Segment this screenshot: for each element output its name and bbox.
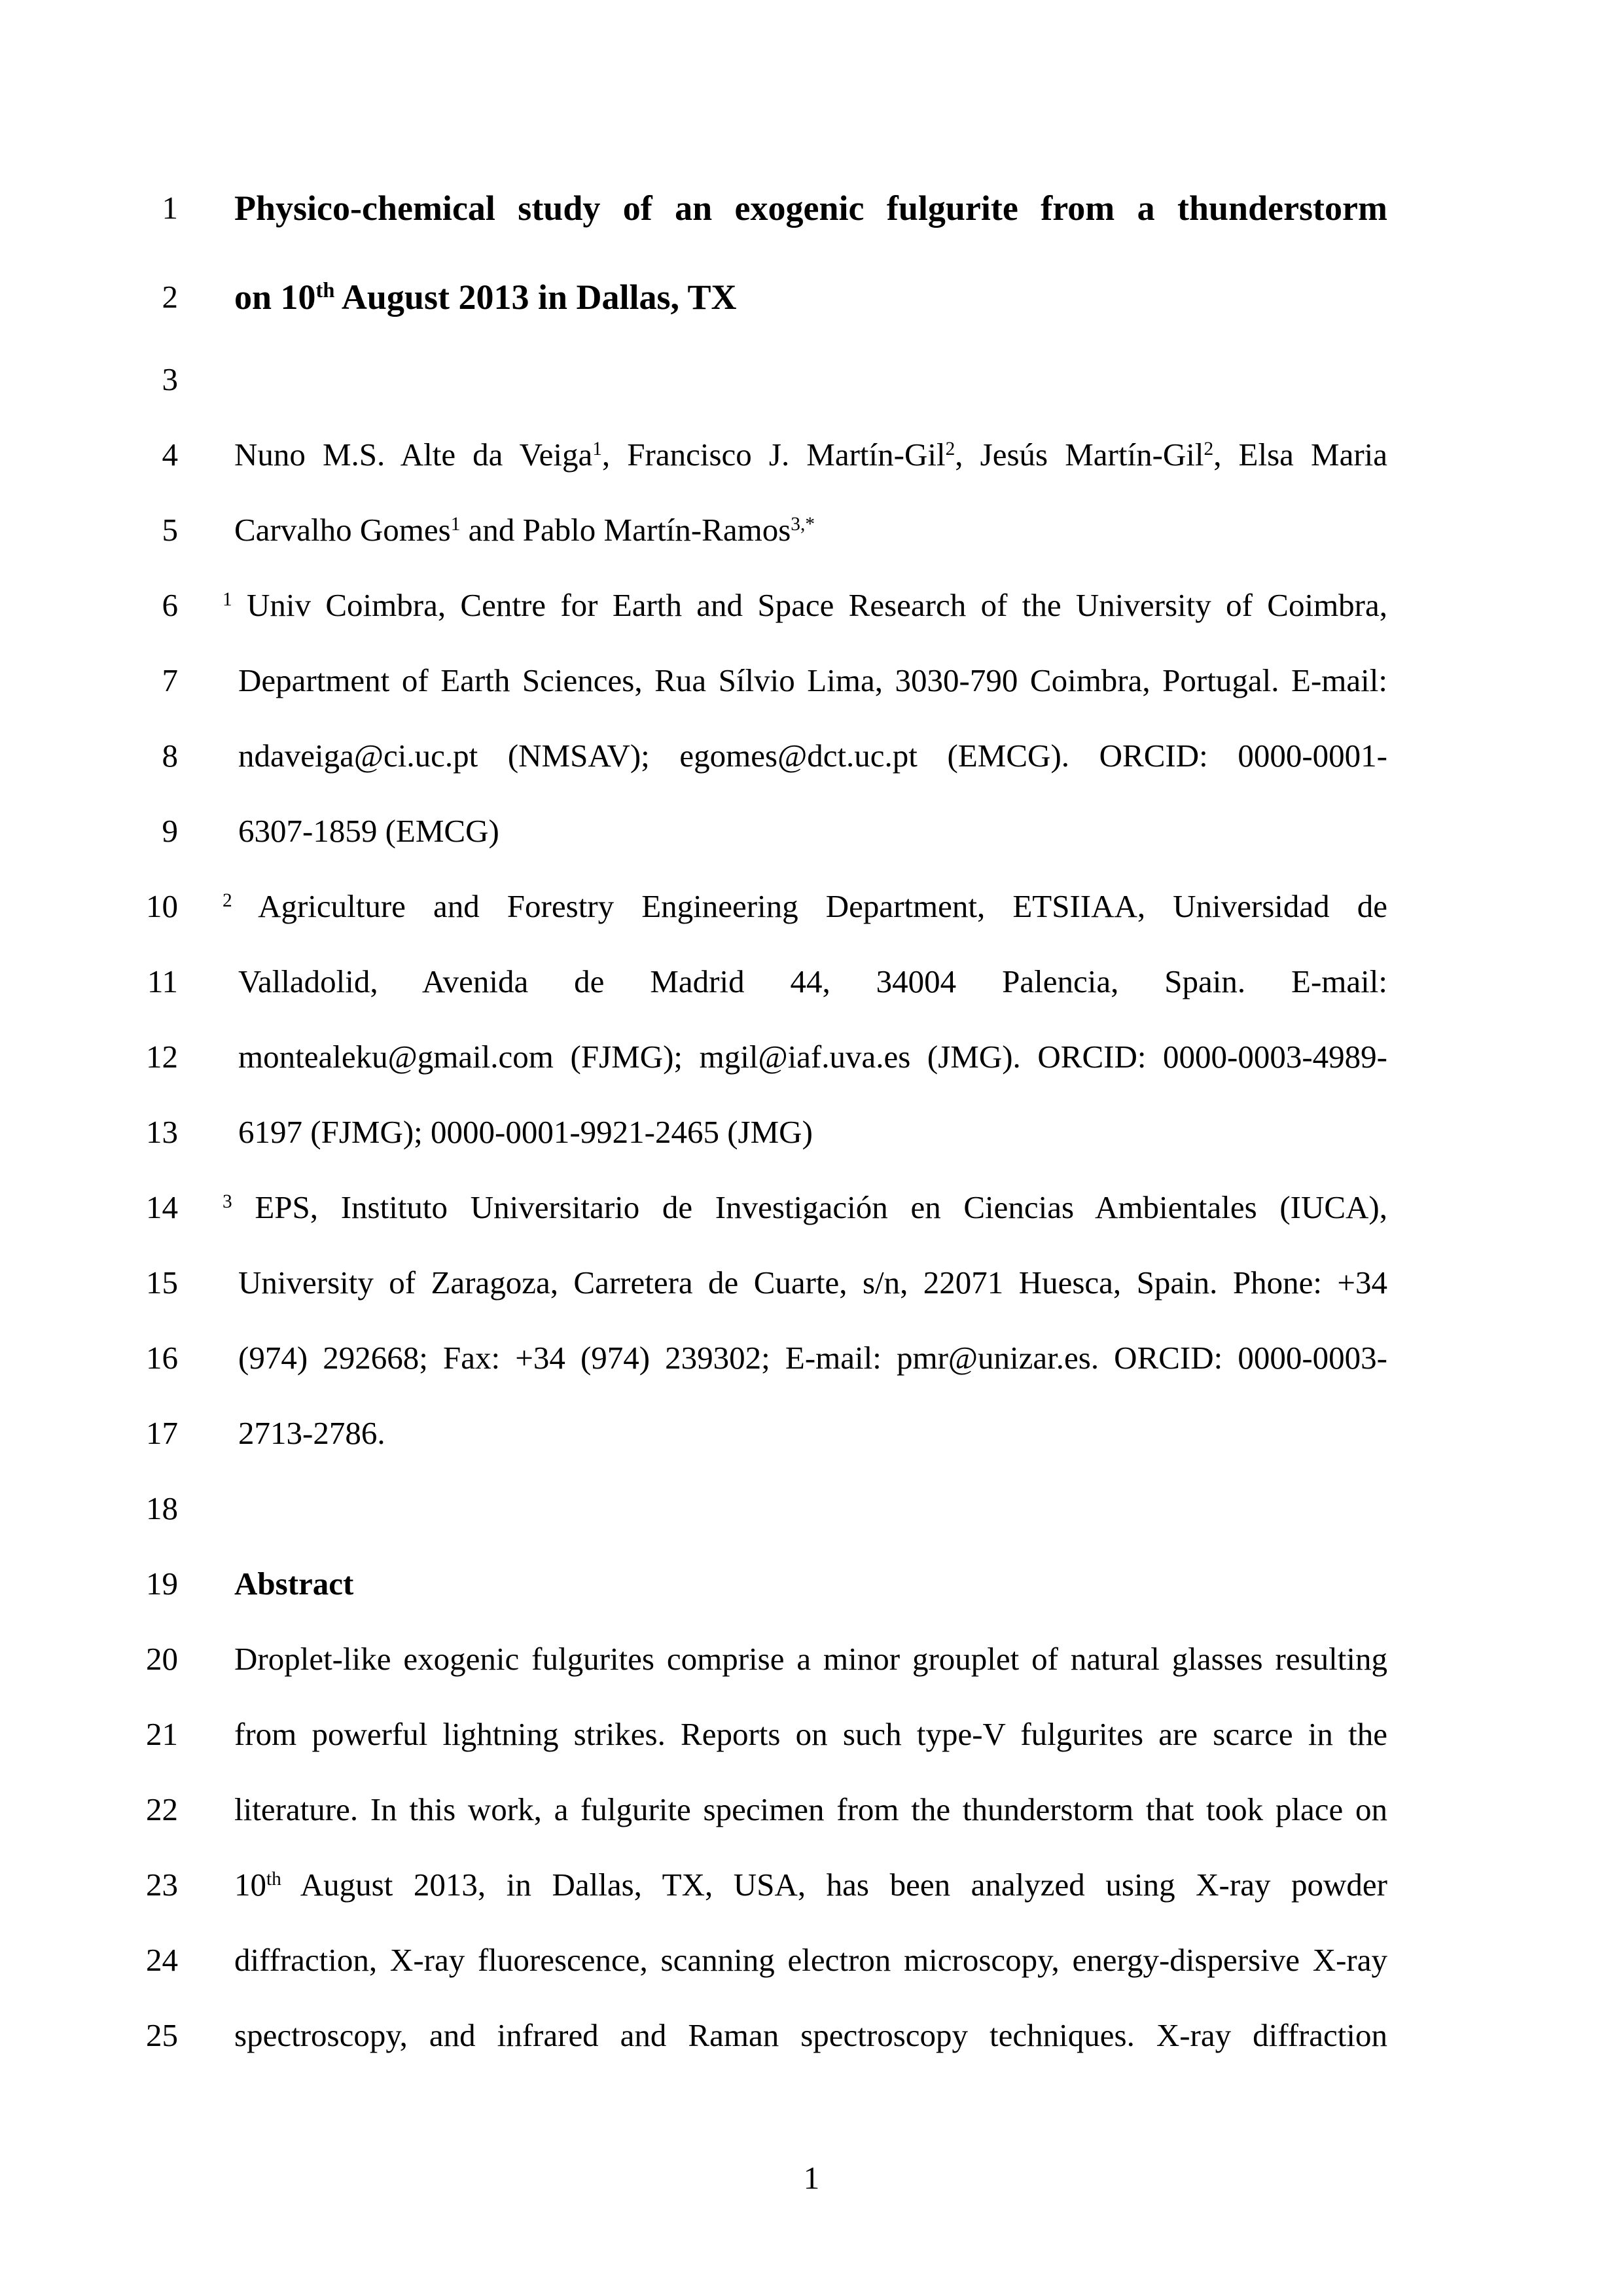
manuscript-line [0, 793, 1623, 869]
text-segment: and Pablo Martín-Ramos [460, 512, 791, 548]
line-text [234, 1546, 1387, 1621]
line-text [234, 1772, 1387, 1847]
manuscript-line [0, 1471, 1623, 1546]
text-segment: from powerful lightning strikes. Reports on such type-V fulgurites are scarce in the [234, 1716, 1387, 1752]
line-text [223, 1170, 1387, 1245]
line-number: 14 [146, 1189, 178, 1225]
line-text [238, 1245, 1387, 1320]
text-segment: spectroscopy, and infrared and Raman spectroscopy techniques. X-ray diffraction [234, 2017, 1387, 2053]
line-text [238, 793, 1387, 869]
manuscript-line [0, 1621, 1623, 1696]
line-text [234, 1471, 1387, 1546]
line-text [223, 567, 1387, 643]
line-text [234, 253, 1387, 342]
superscript: 2 [945, 438, 955, 459]
manuscript-line [0, 1772, 1623, 1847]
line-number: 3 [162, 361, 178, 397]
text-segment: 10 [234, 1867, 266, 1903]
manuscript-line [0, 869, 1623, 944]
manuscript-line [0, 253, 1623, 342]
superscript: 2 [223, 889, 232, 911]
line-number: 24 [146, 1942, 178, 1978]
text-segment: Physico-chemical study of an exogenic fulgurite from a thunderstorm [234, 188, 1387, 228]
line-number: 25 [146, 2017, 178, 2053]
text-segment: Carvalho Gomes [234, 512, 451, 548]
line-number: 10 [146, 888, 178, 924]
text-segment: (974) 292668; Fax: +34 (974) 239302; E-mail: pmr@unizar.es. ORCID: 0000-0003- [238, 1340, 1387, 1376]
superscript: 1 [592, 438, 602, 459]
line-text [234, 1621, 1387, 1696]
line-text [238, 1019, 1387, 1094]
superscript: 2 [1204, 438, 1214, 459]
manuscript-line [0, 164, 1623, 253]
text-segment: ndaveiga@ci.uc.pt (NMSAV); egomes@dct.uc.pt (EMCG). ORCID: 0000-0001- [238, 738, 1387, 774]
superscript: th [266, 1868, 281, 1890]
manuscript-line [0, 944, 1623, 1019]
text-segment: , Elsa Maria [1213, 437, 1387, 473]
line-text [234, 1847, 1387, 1922]
superscript: 3 [223, 1191, 232, 1212]
line-text [234, 417, 1387, 492]
text-segment: , Francisco J. Martín-Gil [601, 437, 946, 473]
text-segment: Droplet-like exogenic fulgurites comprise a minor grouplet of natural glasses resulting [234, 1641, 1387, 1677]
superscript: th [315, 279, 335, 303]
text-segment: University of Zaragoza, Carretera de Cuarte, s/n, 22071 Huesca, Spain. Phone: +34 [238, 1265, 1387, 1300]
manuscript-line [0, 1320, 1623, 1395]
line-number: 12 [146, 1039, 178, 1075]
line-text [238, 944, 1387, 1019]
text-segment: 6307-1859 (EMCG) [238, 813, 499, 849]
line-number: 15 [146, 1265, 178, 1300]
line-number: 13 [146, 1114, 178, 1150]
text-segment: Abstract [234, 1566, 354, 1602]
line-text [238, 1395, 1387, 1471]
line-number: 20 [146, 1641, 178, 1677]
manuscript-line [0, 643, 1623, 718]
manuscript-line [0, 1847, 1623, 1922]
manuscript-line [0, 342, 1623, 417]
manuscript-line [0, 1094, 1623, 1170]
line-number: 17 [146, 1415, 178, 1451]
line-number: 21 [146, 1716, 178, 1752]
superscript: 1 [223, 588, 232, 610]
line-text [238, 1094, 1387, 1170]
text-segment: 6197 (FJMG); 0000-0001-9921-2465 (JMG) [238, 1114, 813, 1150]
text-segment: montealeku@gmail.com (FJMG); mgil@iaf.uva.es (JMG). ORCID: 0000-0003-4989- [238, 1039, 1387, 1075]
line-number: 11 [147, 963, 178, 999]
line-number: 18 [146, 1490, 178, 1526]
line-number: 7 [162, 662, 178, 698]
line-number: 22 [146, 1791, 178, 1827]
text-segment: diffraction, X-ray fluorescence, scanning electron microscopy, energy-dispersive X-ray [234, 1942, 1387, 1978]
line-text [238, 718, 1387, 793]
text-segment: August 2013, in Dallas, TX, USA, has been analyzed using X-ray powder [281, 1867, 1387, 1903]
line-text [238, 643, 1387, 718]
page-number: 1 [803, 2160, 820, 2196]
line-text [234, 1696, 1387, 1772]
line-number: 6 [162, 587, 178, 623]
text-segment: Valladolid, Avenida de Madrid 44, 34004 Palencia, Spain. E-mail: [238, 963, 1387, 999]
line-text [238, 1320, 1387, 1395]
superscript: 3,* [791, 513, 815, 535]
manuscript-line [0, 1245, 1623, 1320]
superscript: 1 [450, 513, 461, 535]
manuscript-line [0, 1019, 1623, 1094]
manuscript-body [0, 164, 1623, 2073]
line-number: 16 [146, 1340, 178, 1376]
line-number: 1 [162, 190, 178, 226]
manuscript-line [0, 492, 1623, 567]
line-text [223, 869, 1387, 944]
text-segment: , Jesús Martín-Gil [955, 437, 1204, 473]
manuscript-line [0, 1922, 1623, 1998]
line-text [234, 1922, 1387, 1998]
line-number: 23 [146, 1867, 178, 1903]
manuscript-line [0, 1170, 1623, 1245]
manuscript-line [0, 1395, 1623, 1471]
text-segment: Department of Earth Sciences, Rua Sílvio Lima, 3030-790 Coimbra, Portugal. E-mail: [238, 662, 1387, 698]
manuscript-line [0, 1546, 1623, 1621]
page-footer [0, 2140, 1623, 2215]
line-text [234, 1998, 1387, 2073]
line-number: 4 [162, 437, 178, 473]
line-text [234, 492, 1387, 567]
line-text [234, 342, 1387, 417]
line-number: 2 [162, 279, 178, 315]
line-number: 9 [162, 813, 178, 849]
text-segment: Agriculture and Forestry Engineering Department, ETSIIAA, Universidad de [232, 888, 1387, 924]
line-text [234, 164, 1387, 253]
text-segment: Univ Coimbra, Centre for Earth and Space Research of the University of Coimbra, [232, 587, 1387, 623]
text-segment: August 2013 in Dallas, TX [334, 278, 737, 317]
line-number: 19 [146, 1566, 178, 1602]
line-number: 8 [162, 738, 178, 774]
manuscript-line [0, 567, 1623, 643]
manuscript-line [0, 718, 1623, 793]
text-segment: EPS, Instituto Universitario de Investigación en Ciencias Ambientales (IUCA), [232, 1189, 1387, 1225]
text-segment: literature. In this work, a fulgurite specimen from the thunderstorm that took place on [234, 1791, 1387, 1827]
text-segment: on 10 [234, 278, 316, 317]
manuscript-line [0, 417, 1623, 492]
text-segment: 2713-2786. [238, 1415, 385, 1451]
manuscript-line [0, 1696, 1623, 1772]
text-segment: Nuno M.S. Alte da Veiga [234, 437, 593, 473]
manuscript-line [0, 1998, 1623, 2073]
line-number: 5 [162, 512, 178, 548]
